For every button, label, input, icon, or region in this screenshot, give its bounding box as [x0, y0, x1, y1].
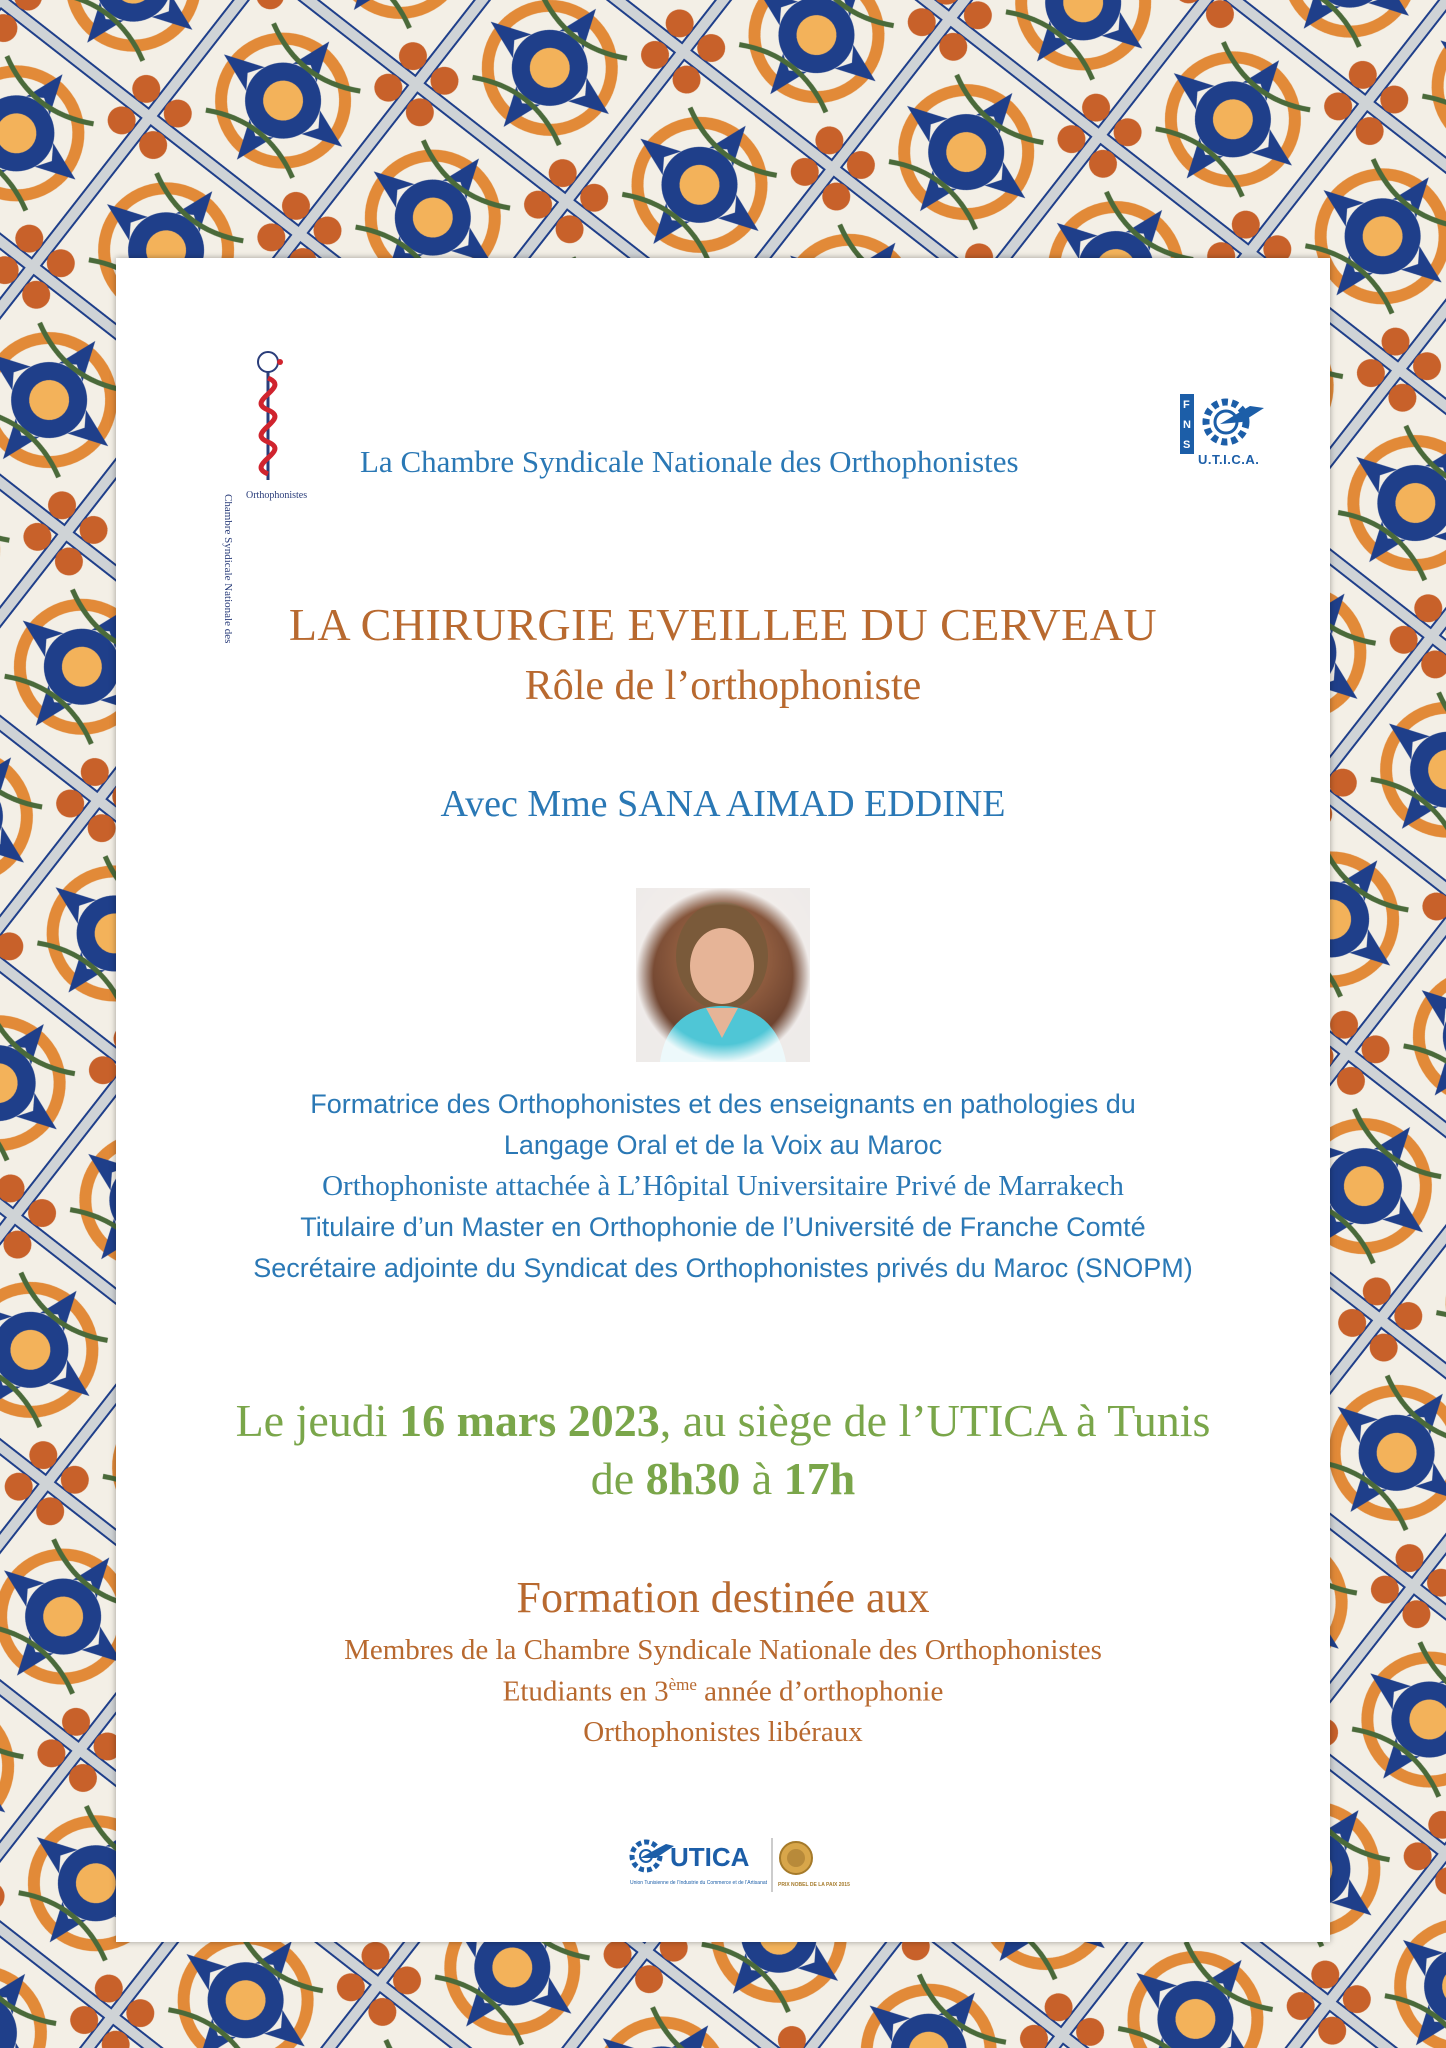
audience-item: Membres de la Chambre Syndicale Nationale des Orthophonistes	[344, 1634, 1102, 1666]
footer-utica-logo	[626, 1834, 850, 1898]
footer-logo-caption: Union Tunisienne de l’Industrie du Commerce et de l’Artisanat	[630, 1880, 768, 1886]
event-date-location	[116, 1394, 1330, 1447]
chamber-logo	[222, 348, 312, 644]
event-date: 16 mars 2023	[399, 1395, 660, 1446]
event-subtitle: Rôle de l’orthophoniste	[524, 663, 922, 709]
event-location: , au siège de l’UTICA à Tunis	[659, 1395, 1211, 1446]
audience-item-suffix: année d’orthophonie	[696, 1675, 944, 1708]
bio-line: Orthophoniste attachée à L’Hôpital Universitaire Privé de Marrakech	[322, 1170, 1124, 1202]
flyer-card	[116, 258, 1330, 1942]
utica-emblem-icon	[626, 1834, 850, 1898]
speaker-line	[116, 782, 1330, 826]
event-time	[116, 1452, 1330, 1505]
chamber-logo-subtext: Orthophonistes	[246, 490, 308, 501]
speaker-photo	[636, 888, 810, 1062]
event-title: LA CHIRURGIE EVEILLEE DU CERVEAU	[288, 599, 1158, 650]
end-time: 17h	[783, 1453, 856, 1504]
bio-line: Langage Oral et de la Voix au Maroc	[503, 1130, 943, 1160]
speaker-name: SANA AIMAD EDDINE	[617, 783, 1006, 825]
speaker-prefix: Avec Mme	[440, 783, 618, 825]
audience-item-superscript: ème	[668, 1675, 697, 1694]
svg-text:N: N	[1183, 419, 1191, 431]
time-prefix: de	[590, 1453, 646, 1504]
nobel-prize-text: PRIX NOBEL DE LA PAIX 2015	[778, 1882, 850, 1888]
audience-title: Formation destinée aux	[516, 1573, 930, 1622]
audience-item-prefix: Etudiants en 3	[502, 1675, 669, 1708]
bio-line: Formatrice des Orthophonistes et des enseignants en pathologies du	[310, 1089, 1136, 1119]
svg-text:S: S	[1183, 439, 1191, 451]
chamber-logo-text: Chambre Syndicale Nationale des	[222, 494, 234, 644]
audience-item: Orthophonistes libéraux	[583, 1716, 863, 1748]
start-time: 8h30	[645, 1453, 741, 1504]
date-prefix: Le jeudi	[235, 1395, 400, 1446]
time-separator: à	[740, 1453, 784, 1504]
utica-logo-text: U.T.I.C.A.	[1198, 452, 1260, 467]
fns-utica-logo	[1180, 394, 1270, 474]
gear-emblem-icon	[1180, 394, 1270, 454]
caduceus-icon	[222, 348, 302, 488]
organization-name: La Chambre Syndicale Nationale des Orthophonistes	[360, 444, 1019, 479]
audience-item	[116, 1675, 1330, 1709]
speaker-bio	[116, 1084, 1330, 1289]
footer-logo-text: UTICA	[670, 1842, 750, 1872]
bio-line: Titulaire d’un Master en Orthophonie de l’Université de Franche Comté	[300, 1212, 1146, 1242]
bio-line: Secrétaire adjointe du Syndicat des Orthophonistes privés du Maroc (SNOPM)	[253, 1253, 1193, 1283]
svg-text:F: F	[1183, 399, 1190, 411]
